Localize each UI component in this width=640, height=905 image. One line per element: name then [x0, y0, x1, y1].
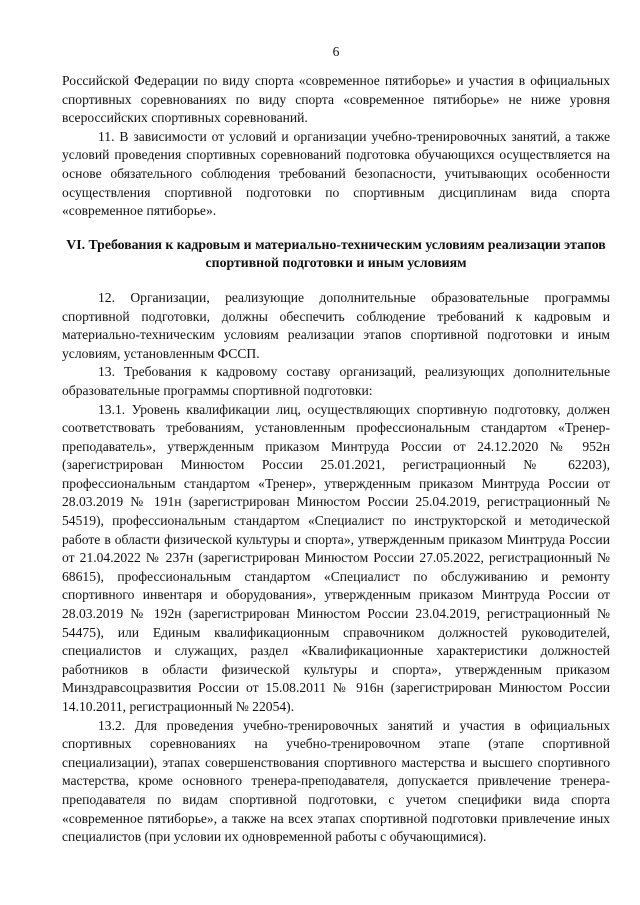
section-heading: VI. Требования к кадровым и материально-техническим условиям реализации этапов спортивной подготовки и иным условиям	[66, 236, 606, 271]
page-number: 6	[332, 44, 340, 59]
paragraph-13: 13. Требования к кадровому составу организаций, реализующих дополнительные образовательные программы спортивной подготовки:	[62, 364, 610, 398]
paragraph-12: 12. Организации, реализующие дополнительные образовательные программы спортивной подготовки, должны обеспечить соблюдение требований к кадровым и материально-техническим условиям реализации этапов спортивной подготовки и иным условиям, установленным ФССП.	[62, 289, 610, 361]
paragraph-continuation: Российской Федерации по виду спорта «современное пятиборье» и участия в официальных спортивных соревнованиях по виду спорта «современное пятиборье» не ниже уровня всероссийских спортивных соревнований.	[62, 73, 610, 126]
paragraph-13-1: 13.1. Уровень квалификации лиц, осуществляющих спортивную подготовку, должен соответствовать требованиям, установленным профессиональным стандартом «Тренер-преподаватель», утвержденным приказом Минтруда России от 24.12.2020 № 952н (зарегистрирован Минюстом России 25.01.2021, регистрационный № 62203), профессиональным стандартом «Тренер», утвержденным приказом Минтруда России от 28.03.2019 № 191н (зарегистрирован Минюстом России 25.04.2019, регистрационный № 54519), профессиональным стандартом «Специалист по инструкторской и методической работе в области физической культуры и спорта», утвержденным приказом Минтруда России от 21.04.2022 № 237н (зарегистрирован Минюстом России 27.05.2022, регистрационный № 68615), профессиональным стандартом «Специалист по обслуживанию и ремонту спортивного инвентаря и оборудования», утвержденным приказом Минтруда России от 28.03.2019 № 192н (зарегистрирован Минюстом России 23.04.2019, регистрационный № 54475), или Единым квалификационным справочником должностей руководителей, специалистов и служащих, раздел «Квалификационные характеристики должностей работников в области физической культуры и спорта», утвержденным приказом Минздравсоцразвития России от 15.08.2011 № 916н (зарегистрирован Минюстом России 14.10.2011, регистрационный № 22054).	[62, 401, 610, 714]
paragraph-13-2: 13.2. Для проведения учебно-тренировочных занятий и участия в официальных спортивных соревнованиях на учебно-тренировочном этапе (этапе спортивной специализации), этапах совершенствования спортивного мастерства и высшего спортивного мастерства, кроме основного тренера-преподавателя, допускается привлечение тренера-преподавателя по видам спортивной подготовки, с учетом специфики вида спорта «современное пятиборье», а также на всех этапах спортивной подготовки привлечение иных специалистов (при условии их одновременной работы с обучающимися).	[62, 717, 610, 845]
paragraph-11: 11. В зависимости от условий и организации учебно-тренировочных занятий, а также условий проведения спортивных соревнований подготовка обучающихся осуществляется на основе обязательного соблюдения требований безопасности, учитывающих особенности осуществления спортивной подготовки по спортивным дисциплинам вида спорта «современное пятиборье».	[62, 128, 610, 219]
